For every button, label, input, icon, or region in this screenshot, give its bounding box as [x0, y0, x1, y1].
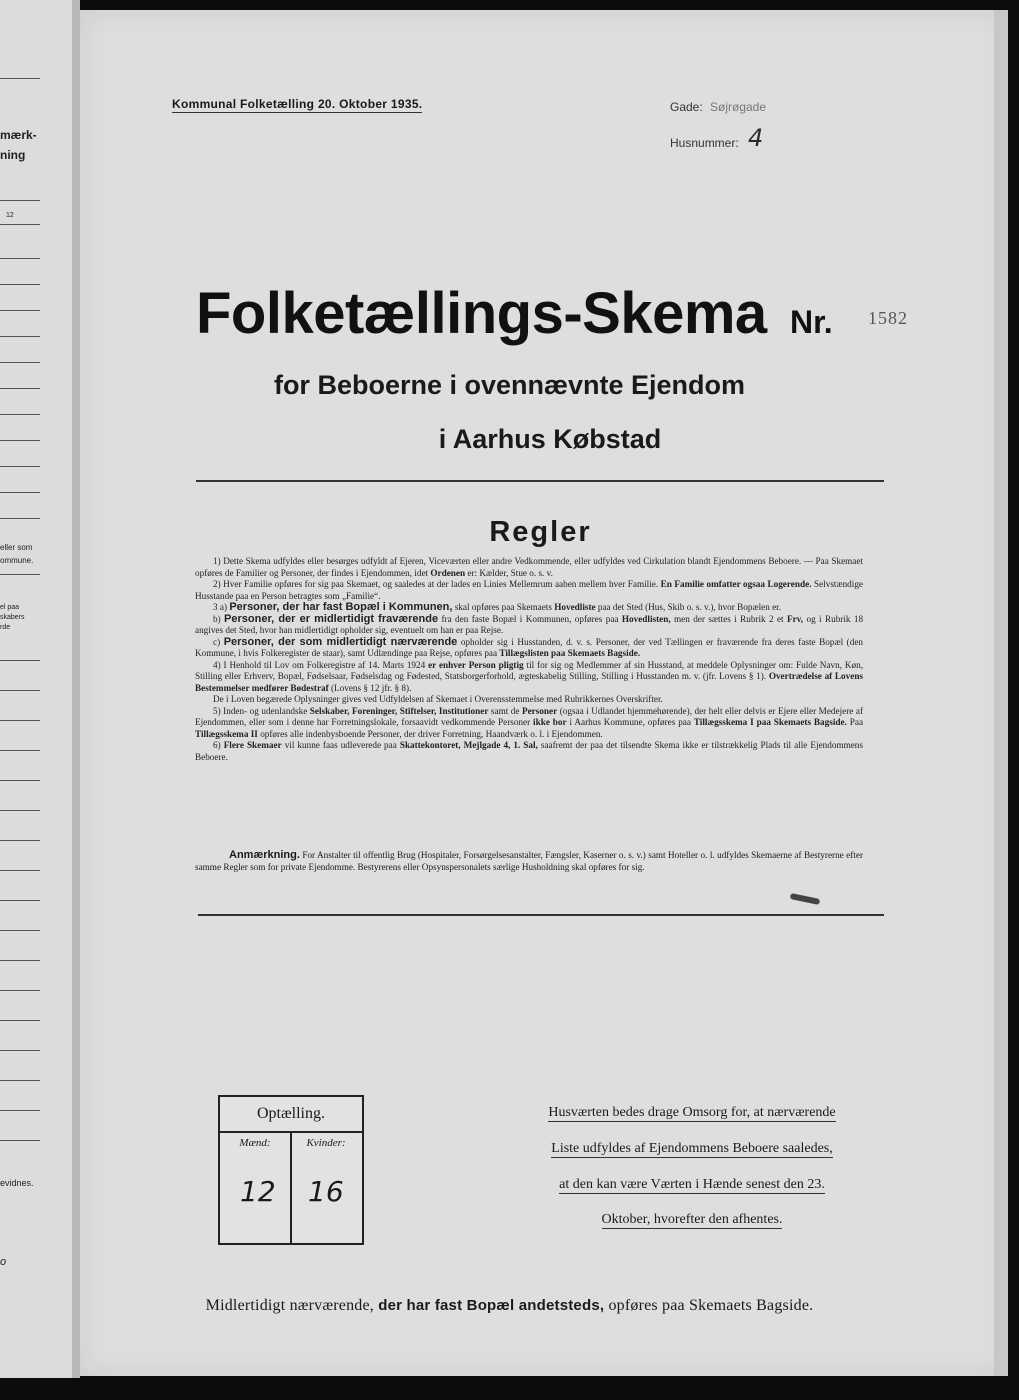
rule-emphasis: En Familie omfatter ogsaa Logerende. [660, 579, 812, 589]
rule-line [0, 990, 40, 991]
form-number-stamp: 1582 [868, 308, 908, 328]
rule-text: til for sig og Medlemmer af sin Husstand, at meddele Oplysninger om: Fulde Navn, Køn, Stilling eller Erhverv, Bopæl, Fødselsaar, Fødselsdag og Fødested, Statsborgerforhold, ægteskabelig Stilling, Stilling i Husstanden m. v. (jfr. Lovens § 1). [195, 659, 863, 681]
rules-heading: Regler [489, 516, 592, 548]
rule-line [0, 810, 40, 811]
rule-emphasis: ikke bor [533, 717, 567, 727]
census-header-title: Kommunal Folketælling 20. Oktober 1935. [172, 97, 423, 111]
divider [198, 914, 884, 916]
fragment-text: skabers [0, 614, 25, 621]
note-block [195, 850, 863, 873]
notice-text: Husværten bedes drage Omsorg for, at nærværende [548, 1105, 836, 1120]
rule-text: vil kunne faas udleverede paa [284, 740, 397, 750]
street-value: Søjrøgade [710, 100, 767, 114]
rule-emphasis: Personer, der er midlertidigt fraværende [224, 612, 439, 625]
fragment-text: evidnes. [0, 1178, 34, 1188]
rule-line [0, 78, 40, 79]
notice-line [524, 1105, 860, 1121]
house-number-label: Husnummer: [670, 136, 739, 150]
fragment-text: el paa [0, 604, 20, 611]
notice-line [524, 1141, 860, 1157]
house-number-value: 4 [748, 124, 764, 152]
rule-6 [195, 740, 863, 763]
street-label: Gade: [670, 100, 703, 114]
rule-text: De i Loven begærede Oplysninger gives ved Udfyldelsen af Skemaet i Overensstemmelse med Rubrikkernes Overskrifter. [213, 694, 663, 704]
rule-emphasis: Hovedlisten, [621, 613, 671, 624]
fragment-text: mærk- [0, 128, 37, 142]
form-title: Folketællings-Skema [196, 281, 767, 346]
rule-text: skal opføres paa Skemaets [454, 602, 552, 612]
rule-2 [195, 579, 863, 602]
women-label: Kvinder: [306, 1137, 346, 1149]
rule-text: (Lovens § 12 jfr. § 8). [330, 682, 412, 693]
rule-text: er: Kælder, Stue o. s. v. [467, 567, 553, 578]
footer-text: opføres paa Skemaets Bagside. [608, 1297, 814, 1314]
page-edge [994, 10, 1008, 1376]
footer-text: Midlertidigt nærværende, [205, 1297, 374, 1314]
rule-line [0, 362, 40, 363]
rule-emphasis: Tillægsskema II [195, 728, 258, 739]
rule-line [0, 224, 40, 225]
notice-text: Liste udfyldes af Ejendommens Beboere saaledes, [551, 1141, 833, 1156]
rule-emphasis: Selskaber, Foreninger, Stiftelser, Institutioner [309, 705, 489, 716]
rule-line [0, 310, 40, 311]
rule-line [0, 930, 40, 931]
rule-text: opholder sig i Husstanden, d. v. s. Personer, der ved Tællingen er fraværende fra deres faste Bopæl (den Kommune, i hvis Folkeregister de staar), samt Udlændinge paa Rejse, opføres paa [195, 636, 864, 658]
rule-5 [195, 706, 863, 741]
book-spine [72, 0, 80, 1378]
rule-1 [195, 556, 863, 579]
rule-text: samt de [490, 705, 520, 716]
rule-line [0, 750, 40, 751]
note-lead: Anmærkning. [229, 849, 300, 861]
rule-text: 2) Hver Familie opføres for sig paa Skemaet, og saaledes at der lades en Linies Mellemrum aaben mellem hver Familie. [213, 579, 659, 589]
men-label: Mænd: [239, 1137, 271, 1149]
rule-line [0, 466, 40, 467]
men-count: 12 [240, 1175, 276, 1208]
subtitle-residents: for Beboerne i ovennævnte Ejendom [273, 370, 746, 400]
rule-line [0, 840, 40, 841]
rule-text: paa det Sted (Hus, Skib o. s. v.), hvor Bopælen er. [597, 602, 782, 612]
rule-line [0, 336, 40, 337]
rule-line [0, 414, 40, 415]
rule-line [0, 200, 40, 201]
rule-text: Paa [849, 717, 864, 727]
footer-emphasis: der har fast Bopæl andetsteds, [378, 1297, 605, 1314]
fragment-text: 12 [6, 212, 14, 219]
rule-3c [195, 637, 863, 660]
fragment-text: o [0, 1256, 7, 1268]
fragment-text: eller som [0, 543, 33, 552]
rules-text [195, 556, 863, 763]
footer-instruction [0, 1297, 1019, 1315]
rule-line [0, 1110, 40, 1111]
notice-text: Oktober, hvorefter den afhentes. [601, 1212, 783, 1227]
notice-line [524, 1177, 860, 1193]
note-text: For Anstalter til offentlig Brug (Hospitaler, Forsørgelsesanstalter, Fængsler, Kaserner o. s. v.) samt Hoteller o. l. udfyldes Skemaerne af Bestyrerne efter samme Regler som for private Ejendomme. Bestyrerens eller Opsynspersonalets særlige Husholdning skal opføres for sig. [195, 850, 863, 872]
rule-emphasis: Tillægslisten paa Skemaets Bagside. [499, 648, 641, 658]
rule-emphasis: Skattekontoret, Mejlgade 4, 1. Sal, [399, 740, 538, 750]
rule-text: 6) [213, 740, 221, 750]
rule-line [0, 720, 40, 721]
rule-4-note [195, 694, 863, 706]
rule-text: 3 a) [213, 602, 228, 612]
rule-emphasis: Personer, der har fast Bopæl i Kommunen, [229, 601, 453, 613]
notice-line [524, 1212, 860, 1228]
rule-text: men der sættes i Rubrik 2 et [674, 613, 784, 624]
rule-text: 4) I Henhold til Lov om Folkeregistre af 14. Marts 1924 [213, 659, 426, 670]
rule-text: og i Rubrik 18 angives det Sted, hvor han midlertidigt opholder sig, eventuelt om han er paa Rejse. [195, 613, 864, 635]
rule-emphasis: Flere Skemaer [223, 740, 282, 750]
subtitle-city: i Aarhus Købstad [438, 424, 662, 454]
rule-text: fra den faste Bopæl i Kommunen, opføres paa [441, 613, 619, 624]
form-number-label: Nr. [790, 304, 833, 340]
rule-line [0, 870, 40, 871]
rule-line [0, 574, 40, 575]
notice-text: at den kan være Værten i Hænde senest den 23. [559, 1177, 825, 1192]
rule-4 [195, 660, 863, 695]
rule-text: (ogsaa i Udlandet hjemmehørende), der helt eller delvis er Ejere eller Medejere af Ejendommen, eller som i denne har Forretningslokale, forsaavidt vedkommende Personer [195, 705, 864, 727]
rule-text: saafremt der paa det tilsendte Skema ikke er tilstrækkelig Plads til alle Ejendommens Beboere. [195, 740, 863, 762]
rule-text: i Aarhus Kommune, opføres paa [569, 717, 691, 727]
fragment-text: rde [0, 624, 11, 631]
rule-emphasis: Hovedliste [554, 602, 596, 612]
women-count: 16 [308, 1175, 344, 1208]
rule-text: 5) Inden- og udenlandske [213, 705, 308, 716]
rule-line [0, 1020, 40, 1021]
rule-line [0, 1050, 40, 1051]
fragment-text: ning [0, 148, 26, 162]
rule-3b [195, 614, 863, 637]
divider [196, 480, 884, 482]
rule-text: c) [213, 636, 221, 647]
rule-emphasis: Frv, [787, 613, 804, 624]
tally-title: Optælling. [256, 1105, 325, 1122]
rule-emphasis: Personer, der som midlertidigt nærværende [223, 635, 458, 648]
rule-text: b) [213, 613, 221, 624]
rule-line [0, 1140, 40, 1141]
rule-line [0, 900, 40, 901]
adjacent-page [0, 0, 74, 1378]
rule-line [0, 690, 40, 691]
rule-line [0, 960, 40, 961]
rule-emphasis: Tillægsskema I paa Skemaets Bagside. [693, 717, 847, 727]
rule-line [0, 492, 40, 493]
rule-line [0, 660, 40, 661]
rule-line [0, 284, 40, 285]
rule-text: opføres alle indenbysboende Personer, der driver Forretning, Haandværk o. l. i Ejendommen. [260, 728, 603, 739]
rule-emphasis: Overtrædelse af Lovens Bestemmelser medfører Bødestraf [195, 671, 863, 693]
tally-box [218, 1095, 364, 1245]
rule-emphasis: Ordenen [430, 567, 466, 578]
rule-line [0, 258, 40, 259]
rule-text: 1) Dette Skema udfyldes eller besørges udfyldt af Ejeren, Viceværten eller andre Vedkommende, eller udfyldes ved Cirkulation blandt Ejendommens Beboere. — Paa Skemaet opføres de Familier og Personer, der findes i Ejendommen, idet [195, 556, 863, 578]
fragment-text: ommune. [0, 556, 34, 565]
rule-emphasis: er enhver Person pligtig [428, 659, 524, 670]
rule-line [0, 780, 40, 781]
rule-line [0, 1080, 40, 1081]
rule-text: Selvstændige Husstande paa en Person betragtes som „Familie“. [195, 579, 863, 601]
rule-emphasis: Personer [521, 705, 558, 716]
